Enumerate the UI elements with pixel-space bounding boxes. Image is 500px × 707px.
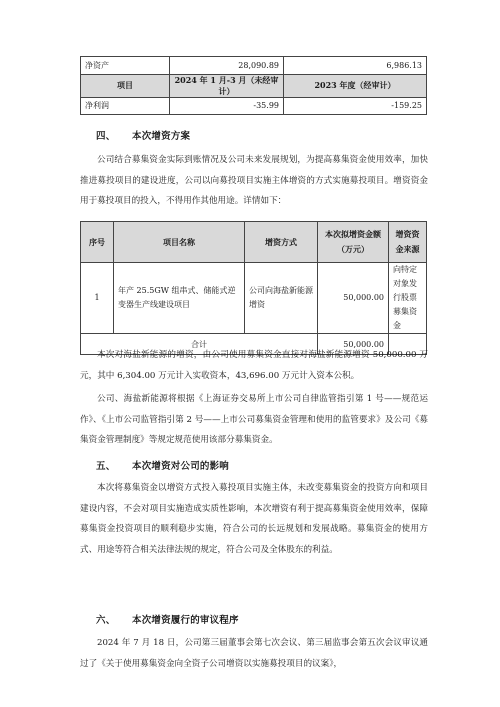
cell-value: 28,090.89 xyxy=(170,57,284,75)
section-title: 本次增资对公司的影响 xyxy=(132,461,230,472)
financial-summary-table xyxy=(80,56,427,115)
paragraph: 2024 年 7 月 18 日，公司第三届董事会第七次会议、第三届监事会第五次会议审议通过了《关于使用募集资金向全资子公司增资以实施募投项目的议案》， xyxy=(80,638,428,669)
table-header-row xyxy=(81,222,427,263)
header-item: 项目 xyxy=(81,74,170,97)
header-cell: 增资资金来源 xyxy=(389,222,427,263)
section-heading-5 xyxy=(96,458,229,472)
capital-increase-table xyxy=(80,221,427,355)
table-row xyxy=(81,57,427,75)
total-label: 合计 xyxy=(81,334,318,355)
section-title: 本次增资履行的审议程序 xyxy=(132,615,239,626)
total-value: 50,000.00 xyxy=(318,334,389,355)
section-title: 本次增资方案 xyxy=(132,131,191,142)
section-heading-4 xyxy=(96,128,190,142)
header-cell: 增资方式 xyxy=(245,222,318,263)
header-col1: 2024 年 1 月-3 月（未经审计） xyxy=(170,74,284,97)
header-cell: 本次拟增资金额（万元） xyxy=(318,222,389,263)
table-header-row xyxy=(81,74,427,97)
paragraph: 公司、海盐新能源将根据《上海证券交易所上市公司自律监管指引第 1 号——规范运作》、《上市公司监管指引第 2 号——上市公司募集资金管理和使用的监管要求》及公司《募集资金管理制度》等规定规范使用该部分募集资金。 xyxy=(80,394,428,445)
section-heading-6 xyxy=(96,612,239,626)
header-cell: 序号 xyxy=(81,222,114,263)
table-row xyxy=(81,97,427,115)
cell-value: 6,986.13 xyxy=(284,57,427,75)
cell-project: 年产 25.5GW 组串式、储能式逆变器生产线建设项目 xyxy=(114,263,245,334)
cell-value: -35.99 xyxy=(170,97,284,115)
paragraph: 公司结合募集资金实际到账情况及公司未来发展规划，为提高募集资金使用效率，加快推进募投项目的建设进度，公司以向募投项目实施主体增资的方式实施募投项目。增资资金用于募投项目的投入，不得用作其他用途。详情如下： xyxy=(80,155,428,206)
section-number: 四、 xyxy=(96,131,116,142)
cell-index: 1 xyxy=(81,263,114,334)
row-label: 净利润 xyxy=(81,97,170,115)
section-number: 五、 xyxy=(96,461,116,472)
paragraph: 本次对海盐新能源的增资，由公司使用募集资金直接对海盐新能源增资 50,000.00 万元，其中 6,304.00 万元计入实收资本，43,696.00 万元计入资本公积。 xyxy=(80,350,428,381)
cell-amount: 50,000.00 xyxy=(318,263,389,334)
cell-value: -159.25 xyxy=(284,97,427,115)
paragraph: 本次将募集资金以增资方式投入募投项目实施主体，未改变募集资金的投资方向和项目建设内容，不会对项目实施造成实质性影响，本次增资有利于提高募集资金使用效率，保障募集资金投资项目的顺利稳步实施，符合公司的长远规划和发展战略。募集资金的使用方式、用途等符合相关法律法规的规定，符合公司及全体股东的利益。 xyxy=(80,483,428,555)
header-cell: 项目名称 xyxy=(114,222,245,263)
table-row xyxy=(81,263,427,334)
section-number: 六、 xyxy=(96,615,116,626)
cell-source: 向特定对象发行股票募集资金 xyxy=(389,263,427,334)
header-col2: 2023 年度（经审计） xyxy=(284,74,427,97)
cell-method: 公司向海盐新能源增资 xyxy=(245,263,318,334)
row-label: 净资产 xyxy=(81,57,170,75)
